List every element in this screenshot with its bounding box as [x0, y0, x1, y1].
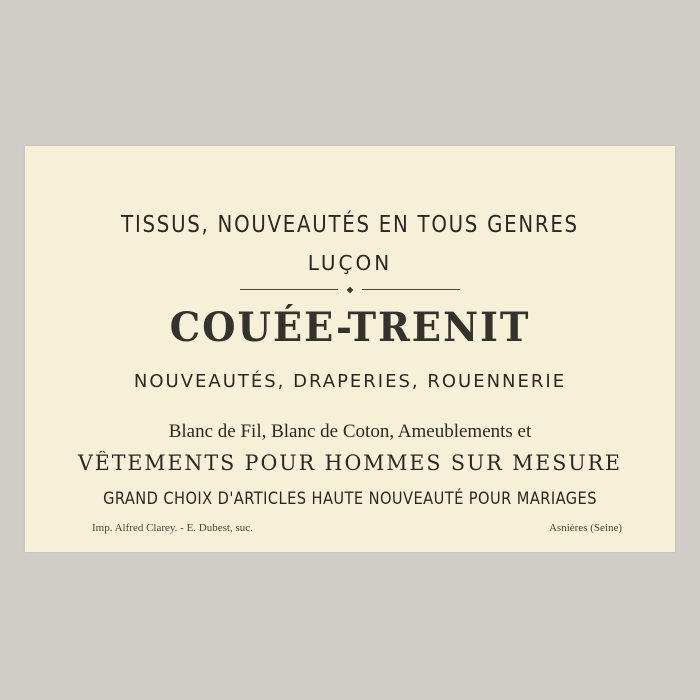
ornament-icon — [342, 286, 358, 294]
divider-rule-left — [240, 289, 338, 290]
printer-location: Asnières (Seine) — [548, 522, 622, 534]
trade-card — [25, 146, 675, 552]
business-name: COUÉE-TRENIT — [169, 304, 531, 351]
ornamental-divider — [240, 286, 460, 294]
card-goods-line: NOUVEAUTÉS, DRAPERIES, ROUENNERIE — [133, 371, 567, 392]
card-header: TISSUS, NOUVEAUTÉS EN TOUS GENRES — [121, 212, 579, 238]
divider-rule-right — [362, 289, 460, 290]
card-clothing-line: VÊTEMENTS POUR HOMMES SUR MESURE — [77, 451, 623, 475]
printer-imprint: Imp. Alfred Clarey. - E. Dubest, suc. — [92, 522, 253, 534]
card-wedding-line: GRAND CHOIX D'ARTICLES HAUTE NOUVEAUTÉ POUR MARIAGES — [103, 489, 597, 509]
card-linens-line: Blanc de Fil, Blanc de Coton, Ameublements et — [168, 421, 532, 442]
card-town: LUÇON — [307, 251, 393, 275]
